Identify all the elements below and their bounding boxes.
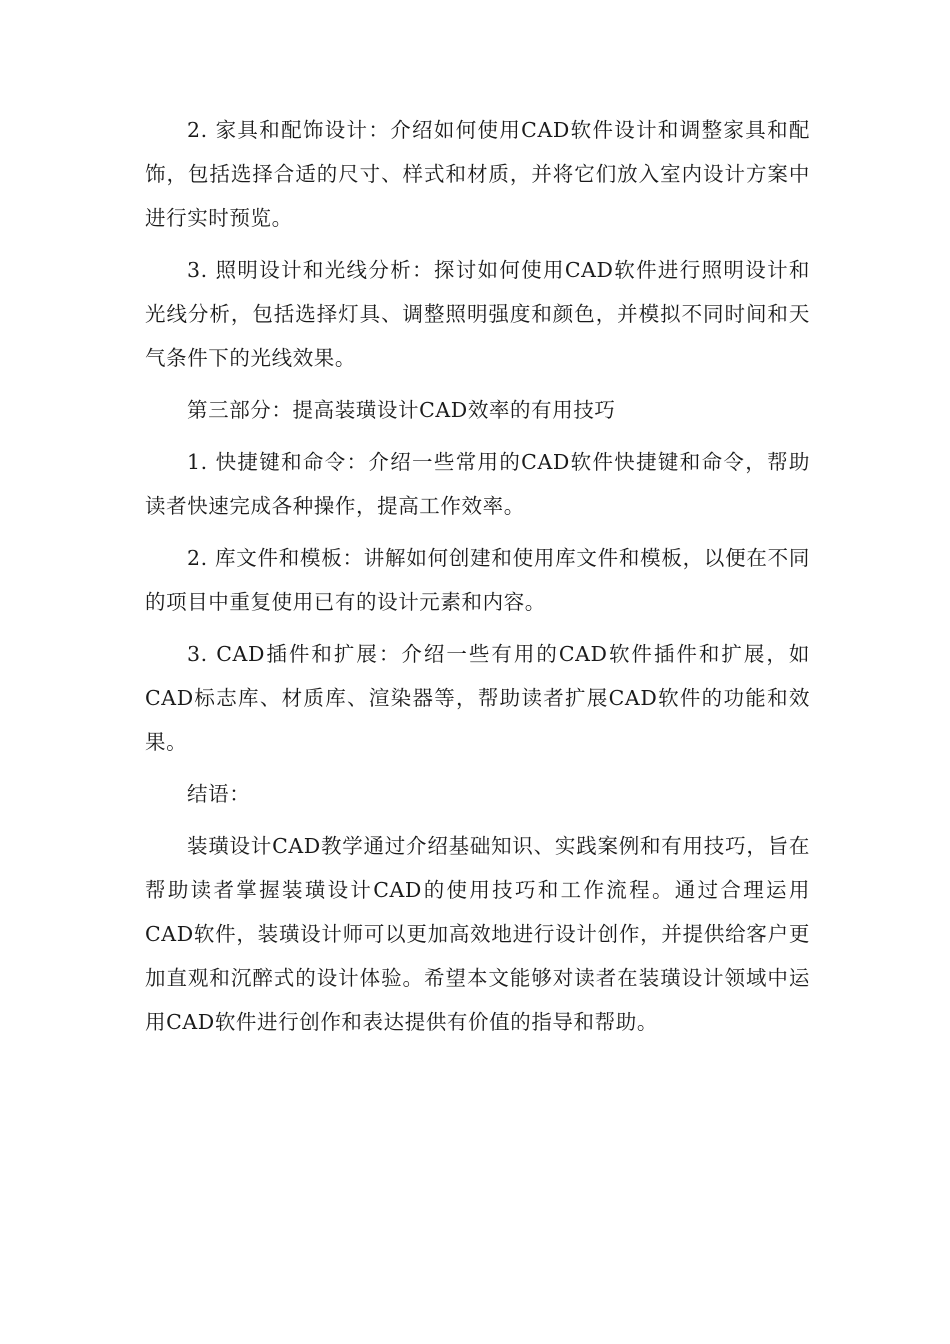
paragraph-lighting-design: 3. 照明设计和光线分析：探讨如何使用CAD软件进行照明设计和光线分析，包括选择灯具、调整照明强度和颜色，并模拟不同时间和天气条件下的光线效果。 — [145, 258, 810, 370]
paragraph-furniture-design: 2. 家具和配饰设计：介绍如何使用CAD软件设计和调整家具和配饰，包括选择合适的尺寸、样式和材质，并将它们放入室内设计方案中进行实时预览。 — [145, 118, 810, 230]
paragraph-library-templates: 2. 库文件和模板：讲解如何创建和使用库文件和模板，以便在不同的项目中重复使用已有的设计元素和内容。 — [145, 546, 810, 614]
document-body — [145, 108, 810, 1052]
paragraph-shortcuts: 1. 快捷键和命令：介绍一些常用的CAD软件快捷键和命令，帮助读者快速完成各种操作，提高工作效率。 — [145, 450, 810, 518]
paragraph-conclusion: 装璜设计CAD教学通过介绍基础知识、实践案例和有用技巧，旨在帮助读者掌握装璜设计CAD的使用技巧和工作流程。通过合理运用CAD软件，装璜设计师可以更加高效地进行设计创作，并提供给客户更加直观和沉醉式的设计体验。希望本文能够对读者在装璜设计领域中运用CAD软件进行创作和表达提供有价值的指导和帮助。 — [145, 834, 810, 1034]
section-heading-part-three: 第三部分：提高装璜设计CAD效率的有用技巧 — [187, 398, 616, 422]
section-heading-conclusion: 结语： — [187, 782, 251, 806]
paragraph-plugins: 3. CAD插件和扩展：介绍一些有用的CAD软件插件和扩展，如CAD标志库、材质库、渲染器等，帮助读者扩展CAD软件的功能和效果。 — [145, 642, 810, 754]
